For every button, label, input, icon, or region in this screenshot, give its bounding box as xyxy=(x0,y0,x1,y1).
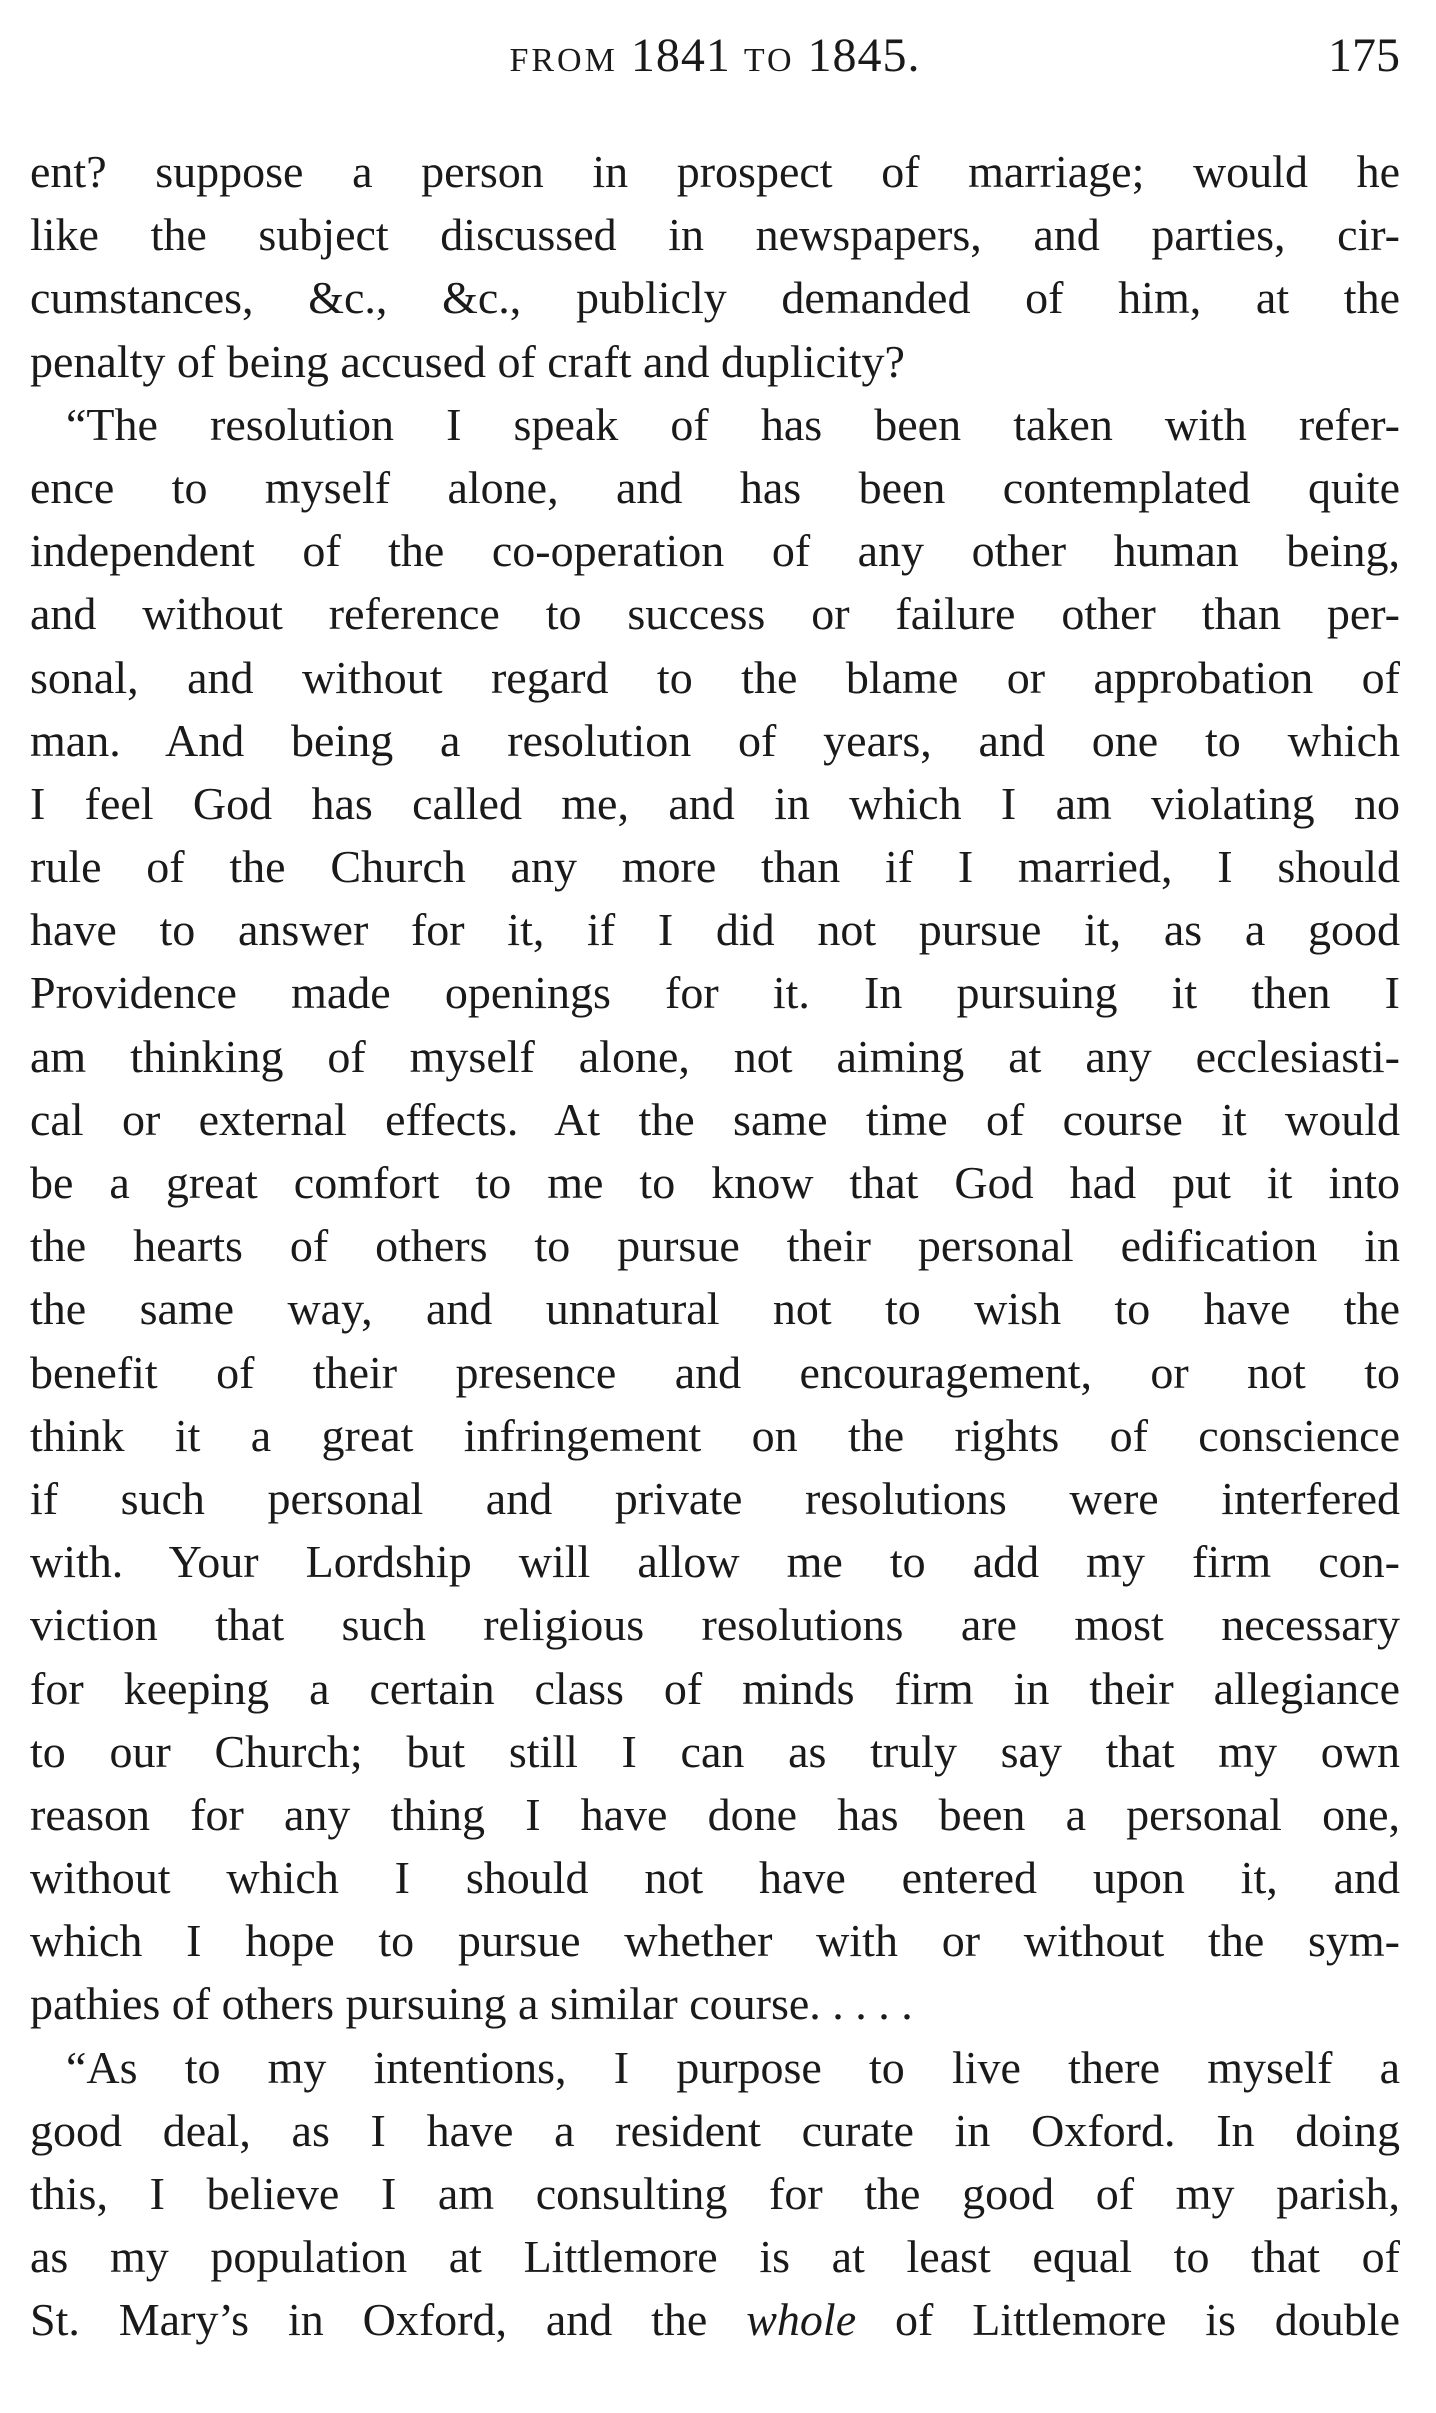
header-connector: TO xyxy=(743,42,795,79)
text-line: the hearts of others to pursue their personal edification in xyxy=(30,1220,1400,1272)
text-line: man. And being a resolution of years, and one to which xyxy=(30,714,1400,766)
header-year-end: 1845. xyxy=(807,29,921,82)
text-line: I feel God has called me, and in which I am violating no xyxy=(30,777,1400,829)
text-line: have to answer for it, if I did not pursue it, as a good xyxy=(30,904,1400,956)
body-text xyxy=(30,140,1400,2352)
text-line: independent of the co-operation of any other human being, xyxy=(30,525,1400,577)
text-line: which I hope to pursue whether with or without the sym- xyxy=(30,1915,1400,1967)
text-line: and without reference to success or failure other than per- xyxy=(30,588,1400,640)
text-line: to our Church; but still I can as truly say that my own xyxy=(30,1725,1400,1777)
text-line: cal or external effects. At the same time of course it would xyxy=(30,1093,1400,1145)
text-line: as my population at Littlemore is at least equal to that of xyxy=(30,2231,1400,2283)
text-line: without which I should not have entered upon it, and xyxy=(30,1852,1400,1904)
text-line: if such personal and private resolutions were interfered xyxy=(30,1472,1400,1524)
header-prefix: FROM xyxy=(509,42,618,79)
text-line: pathies of others pursuing a similar course. . . . . xyxy=(30,1978,913,2030)
header-year-start: 1841 xyxy=(630,29,731,82)
text-line: with. Your Lordship will allow me to add my firm con- xyxy=(30,1536,1400,1588)
text-line: benefit of their presence and encouragement, or not to xyxy=(30,1346,1400,1398)
text-line: sonal, and without regard to the blame or approbation of xyxy=(30,651,1400,703)
text-line: the same way, and unnatural not to wish to have the xyxy=(30,1283,1400,1335)
text-line: Providence made openings for it. In pursuing it then I xyxy=(30,967,1400,1019)
text-line: cumstances, &c., &c., publicly demanded of him, at the xyxy=(30,272,1400,324)
text-line: ent? suppose a person in prospect of marriage; would he xyxy=(30,146,1400,197)
final-line-before: St. Mary’s in Oxford, and the xyxy=(30,2294,747,2346)
text-line: rule of the Church any more than if I married, I should xyxy=(30,841,1400,893)
text-line: “As to my intentions, I purpose to live there myself a xyxy=(66,2041,1400,2093)
text-line: this, I believe I am consulting for the good of my parish, xyxy=(30,2168,1400,2219)
text-line: like the subject discussed in newspapers, and parties, cir- xyxy=(30,209,1400,261)
text-line-final xyxy=(30,2288,1400,2351)
text-line: penalty of being accused of craft and duplicity? xyxy=(30,335,905,387)
text-line: good deal, as I have a resident curate in Oxford. In doing xyxy=(30,2104,1400,2156)
text-line: for keeping a certain class of minds firm in their allegiance xyxy=(30,1662,1400,1714)
text-line: think it a great infringement on the rights of conscience xyxy=(30,1409,1400,1461)
final-line-italic: whole xyxy=(746,2294,857,2346)
text-line: reason for any thing I have done has been a personal one, xyxy=(30,1788,1400,1840)
text-line: be a great comfort to me to know that God had put it into xyxy=(30,1157,1400,1208)
final-line-after: of Littlemore is double xyxy=(856,2294,1400,2346)
text-line: am thinking of myself alone, not aiming at any ecclesiasti- xyxy=(30,1030,1400,1082)
page-number: 175 xyxy=(1328,29,1400,82)
text-line: ence to myself alone, and has been contemplated quite xyxy=(30,461,1400,513)
header-title xyxy=(30,28,1400,83)
text-line: “The resolution I speak of has been taken with refer- xyxy=(66,398,1400,450)
text-line: viction that such religious resolutions are most necessary xyxy=(30,1599,1400,1651)
running-header xyxy=(30,28,1400,98)
